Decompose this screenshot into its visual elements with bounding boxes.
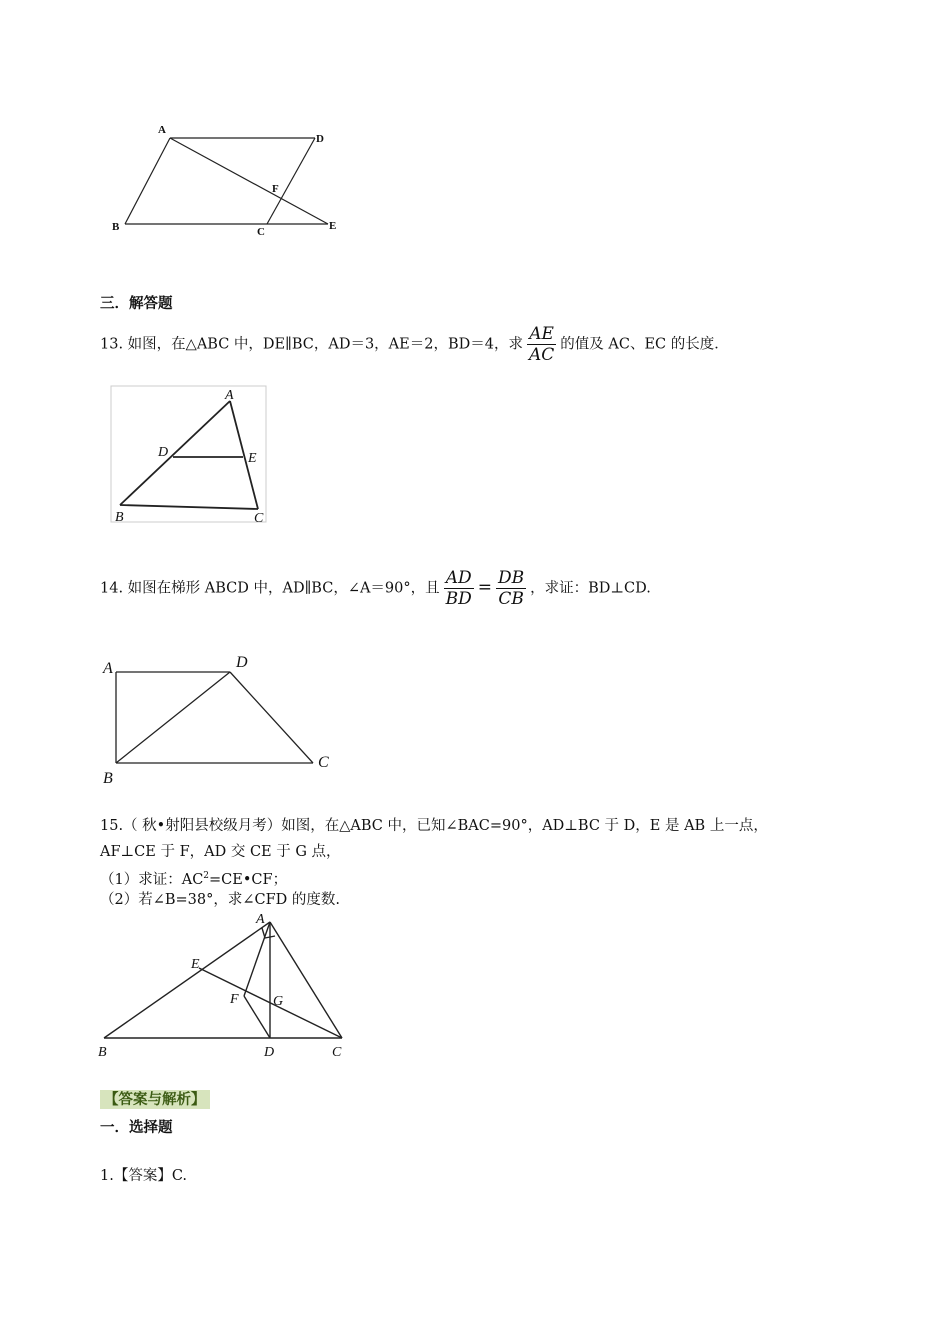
q14-frac2-num: DB (498, 568, 525, 588)
q14-equals: = (477, 577, 493, 598)
label-D: D (236, 654, 248, 671)
q15-line1: 15.（ 秋•射阳县校级月考）如图，在△ABC 中，已知∠BAC=90°，AD⊥BC 于 D，E 是 AB 上一点， (100, 818, 768, 834)
q15-part1-sup: 2 (203, 871, 210, 881)
section-title-solve: 三．解答题 (100, 295, 173, 312)
label-G: G (273, 994, 284, 1009)
label-C: C (257, 226, 265, 238)
q15-part1-suffix: =CE•CF； (209, 871, 288, 888)
q15-part1-prefix: （1）求证：AC (100, 871, 204, 888)
q15-line2: AF⊥CE 于 F，AD 交 CE 于 G 点， (100, 844, 341, 860)
label-F: F (230, 992, 239, 1007)
answer-section-tag (100, 1090, 210, 1110)
answer-section-title: 一．选择题 (100, 1119, 173, 1136)
label-D: D (316, 133, 324, 145)
q14-frac2-den: CB (498, 589, 524, 609)
label-E: E (191, 957, 200, 972)
label-C: C (254, 511, 264, 525)
label-E: E (329, 220, 337, 232)
q13-frac-den: AC (528, 345, 555, 365)
figure-q15 (96, 908, 356, 1063)
q14-suffix: ，求证：BD⊥CD. (530, 580, 651, 597)
question-13 (100, 324, 729, 365)
label-B: B (115, 510, 124, 525)
answer-1: 1.【答案】C. (100, 1168, 188, 1184)
q13-frac-num: AE (527, 324, 556, 345)
q13-prefix: 13. 如图，在△ABC 中，DE∥BC，AD＝3，AE＝2，BD＝4，求 (100, 336, 523, 353)
q14-fraction-1 (444, 568, 474, 609)
q15-part1 (100, 866, 287, 890)
figure-q14 (98, 650, 343, 790)
q14-fraction-2 (496, 568, 526, 609)
figure-q12 (100, 118, 350, 243)
label-C: C (332, 1045, 342, 1060)
label-D: D (264, 1045, 275, 1060)
label-E: E (248, 451, 257, 466)
label-B: B (98, 1045, 107, 1060)
label-F: F (272, 183, 279, 195)
label-B: B (103, 770, 113, 787)
figure-q13 (110, 385, 268, 525)
label-A: A (225, 388, 234, 403)
q14-frac1-den: BD (445, 589, 472, 609)
label-B: B (112, 221, 120, 233)
label-A: A (158, 124, 166, 136)
answer-tag: 【答案与解析】 (100, 1090, 210, 1109)
label-C: C (318, 754, 329, 771)
q15-part2: （2）若∠B=38°，求∠CFD 的度数. (100, 892, 341, 908)
q13-suffix: 的值及 AC、EC 的长度． (560, 336, 729, 353)
q14-prefix: 14. 如图在梯形 ABCD 中，AD∥BC，∠A＝90°，且 (100, 580, 440, 597)
label-D: D (158, 445, 169, 460)
label-A: A (256, 912, 265, 927)
question-14 (100, 568, 651, 609)
q13-fraction (527, 324, 556, 365)
q14-frac1-num: AD (444, 568, 474, 589)
label-A: A (103, 660, 113, 677)
